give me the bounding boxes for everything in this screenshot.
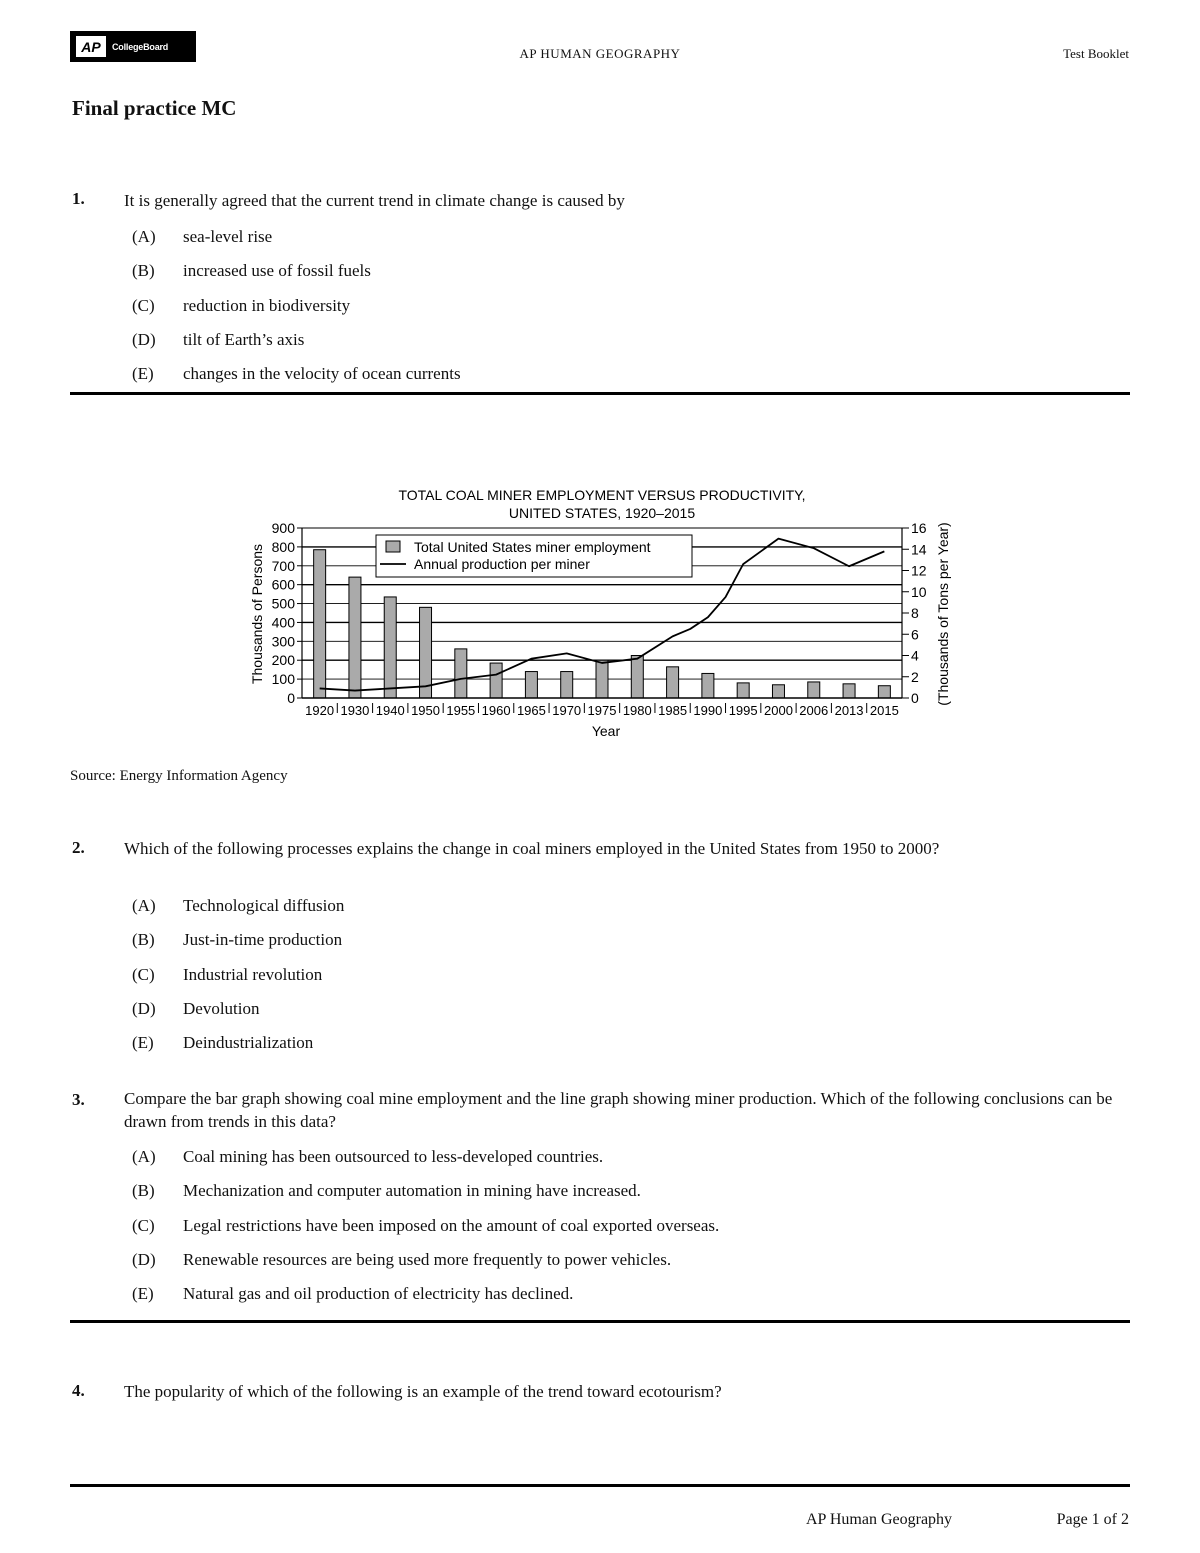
x-tick-label: 1950 [411, 703, 440, 718]
y2-tick-label: 14 [911, 541, 927, 558]
option-letter: (E) [132, 1284, 154, 1303]
option-letter: (A) [132, 227, 156, 246]
section-divider [70, 392, 1130, 395]
question-2-option-c[interactable] [132, 964, 344, 998]
y-tick-label: 500 [271, 595, 295, 612]
question-3-option-b[interactable] [132, 1180, 719, 1214]
option-text: Devolution [183, 998, 260, 1018]
legend-bar-swatch [386, 541, 400, 552]
footer-page-number: Page 1 of 2 [1056, 1511, 1129, 1528]
employment-bar [596, 660, 608, 698]
question-3-option-e[interactable] [132, 1283, 719, 1317]
employment-bar [737, 683, 749, 698]
option-text: Just-in-time production [183, 930, 343, 950]
page-title: Final practice MC [72, 96, 237, 120]
question-3-text: Compare the bar graph showing coal mine employment and the line graph showing miner production. Which of the following conclusions can be drawn from trends in this data? [124, 1089, 1113, 1131]
x-tick-label: 1920 [305, 703, 335, 718]
option-letter: (E) [132, 364, 154, 383]
chart-legend [376, 535, 692, 577]
question-3-option-a[interactable] [132, 1146, 719, 1180]
option-letter: (A) [132, 1147, 156, 1166]
option-letter: (D) [132, 1249, 156, 1269]
question-4-number: 4. [72, 1381, 85, 1400]
option-text: Coal mining has been outsourced to less-developed countries. [183, 1147, 604, 1166]
employment-bar [808, 682, 820, 698]
employment-bar [420, 607, 432, 698]
question-2-option-b[interactable] [132, 929, 344, 963]
employment-bar [349, 577, 361, 698]
employment-bar [878, 686, 890, 698]
y2-tick-label: 2 [911, 668, 919, 685]
chart-title: TOTAL COAL MINER EMPLOYMENT VERSUS PRODUCTIVITY, [398, 487, 806, 503]
chart-subtitle: UNITED STATES, 1920–2015 [508, 505, 696, 521]
employment-bar [702, 673, 714, 698]
y-tick-label: 300 [271, 633, 295, 650]
chart-source: Source: Energy Information Agency [70, 768, 288, 784]
y2-tick-label: 12 [911, 562, 927, 579]
question-2-option-a[interactable] [132, 895, 344, 929]
question-2-text: Which of the following processes explains the change in coal miners employed in the United States from 1950 to 2000? [124, 839, 940, 858]
x-tick-label: 1965 [516, 703, 546, 718]
section-divider [70, 1320, 1130, 1323]
y-tick-label: 100 [271, 671, 295, 688]
question-2-option-e[interactable] [132, 1032, 344, 1066]
option-letter: (D) [132, 998, 156, 1018]
option-text: Industrial revolution [183, 964, 323, 984]
y2-axis-label: (Thousands of Tons per Year) [935, 522, 951, 706]
footer-course: AP Human Geography [806, 1511, 953, 1528]
option-text: sea-level rise [183, 227, 273, 246]
option-text: Legal restrictions have been imposed on the amount of coal exported overseas. [183, 1215, 720, 1235]
option-letter: (C) [132, 964, 155, 984]
employment-bar [561, 672, 573, 698]
option-text: Renewable resources are being used more frequently to power vehicles. [183, 1249, 672, 1269]
question-1-option-d[interactable] [132, 329, 461, 363]
legend-employment-label: Total United States miner employment [414, 539, 651, 555]
option-text: Natural gas and oil production of electricity has declined. [183, 1284, 574, 1303]
option-text: tilt of Earth’s axis [183, 329, 305, 349]
x-tick-label: 1940 [375, 703, 405, 718]
employment-bar [631, 656, 643, 699]
option-letter: (C) [132, 295, 155, 315]
x-tick-label: 1960 [481, 703, 511, 718]
question-4-text: The popularity of which of the following is an example of the trend toward ecotourism? [124, 1382, 722, 1401]
employment-bar [667, 667, 679, 698]
option-letter: (B) [132, 1181, 155, 1201]
y-axis-label: Thousands of Persons [249, 543, 265, 685]
question-1-options [132, 226, 461, 397]
y2-tick-label: 10 [911, 583, 927, 600]
question-1-option-c[interactable] [132, 295, 461, 329]
header-booklet-label: Test Booklet [1063, 46, 1129, 61]
x-tick-label: 1970 [552, 703, 582, 718]
y2-tick-label: 16 [911, 520, 927, 536]
header-subject: AP HUMAN GEOGRAPHY [519, 46, 681, 61]
y2-tick-label: 8 [911, 605, 919, 621]
option-letter: (E) [132, 1033, 154, 1052]
x-axis-label: Year [591, 723, 621, 739]
question-3-option-c[interactable] [132, 1215, 719, 1249]
employment-bar [525, 672, 537, 698]
x-tick-label: 1955 [446, 703, 476, 718]
employment-bar [772, 685, 784, 698]
x-tick-label: 1930 [340, 703, 370, 718]
y-tick-label: 800 [271, 538, 295, 555]
question-3-number: 3. [72, 1090, 85, 1109]
y-tick-label: 0 [287, 690, 295, 706]
x-tick-label: 2013 [834, 703, 864, 718]
x-tick-label: 1990 [693, 703, 723, 718]
option-letter: (B) [132, 261, 155, 281]
option-text: increased use of fossil fuels [183, 261, 371, 281]
question-1-option-b[interactable] [132, 260, 461, 294]
coal-employment-chart [240, 480, 960, 745]
option-text: changes in the velocity of ocean currents [183, 364, 461, 383]
question-3-option-d[interactable] [132, 1249, 719, 1283]
x-tick-label: 1980 [622, 703, 652, 718]
y2-tick-label: 0 [911, 690, 919, 706]
x-tick-label: 2000 [764, 703, 793, 718]
option-letter: (C) [132, 1215, 155, 1235]
x-tick-label: 1995 [728, 703, 758, 718]
legend-production-label: Annual production per miner [414, 556, 590, 572]
question-3-options [132, 1146, 719, 1317]
collegeboard-logo-text: CollegeBoard [112, 41, 169, 52]
y-tick-label: 900 [271, 520, 295, 536]
y2-tick-label: 6 [911, 626, 919, 643]
x-tick-label: 2006 [799, 703, 829, 718]
option-text: Mechanization and computer automation in mining have increased. [183, 1181, 641, 1201]
ap-logo-mark: AP [76, 36, 106, 57]
option-text: Deindustrialization [183, 1033, 314, 1052]
question-2-number: 2. [72, 838, 85, 857]
x-tick-label: 2015 [869, 703, 899, 718]
question-1-number: 1. [72, 189, 85, 208]
employment-bar [384, 597, 396, 698]
y-tick-label: 700 [271, 557, 295, 574]
footer-divider [70, 1484, 1130, 1487]
question-2-options [132, 895, 344, 1066]
option-letter: (A) [132, 896, 156, 915]
question-1-text: It is generally agreed that the current trend in climate change is caused by [124, 191, 625, 210]
option-text: Technological diffusion [183, 896, 345, 915]
option-text: reduction in biodiversity [183, 295, 351, 315]
y2-tick-label: 4 [911, 647, 919, 664]
employment-bar [455, 649, 467, 698]
question-1-option-a[interactable] [132, 226, 461, 260]
x-tick-label: 1975 [587, 703, 617, 718]
option-letter: (B) [132, 930, 155, 950]
employment-bar [490, 663, 502, 698]
y-tick-label: 200 [271, 652, 295, 669]
option-letter: (D) [132, 329, 156, 349]
employment-bar [843, 684, 855, 698]
y-tick-label: 400 [271, 614, 295, 631]
employment-bar [314, 550, 326, 698]
y-tick-label: 600 [271, 576, 295, 593]
x-tick-label: 1985 [658, 703, 688, 718]
question-2-option-d[interactable] [132, 998, 344, 1032]
